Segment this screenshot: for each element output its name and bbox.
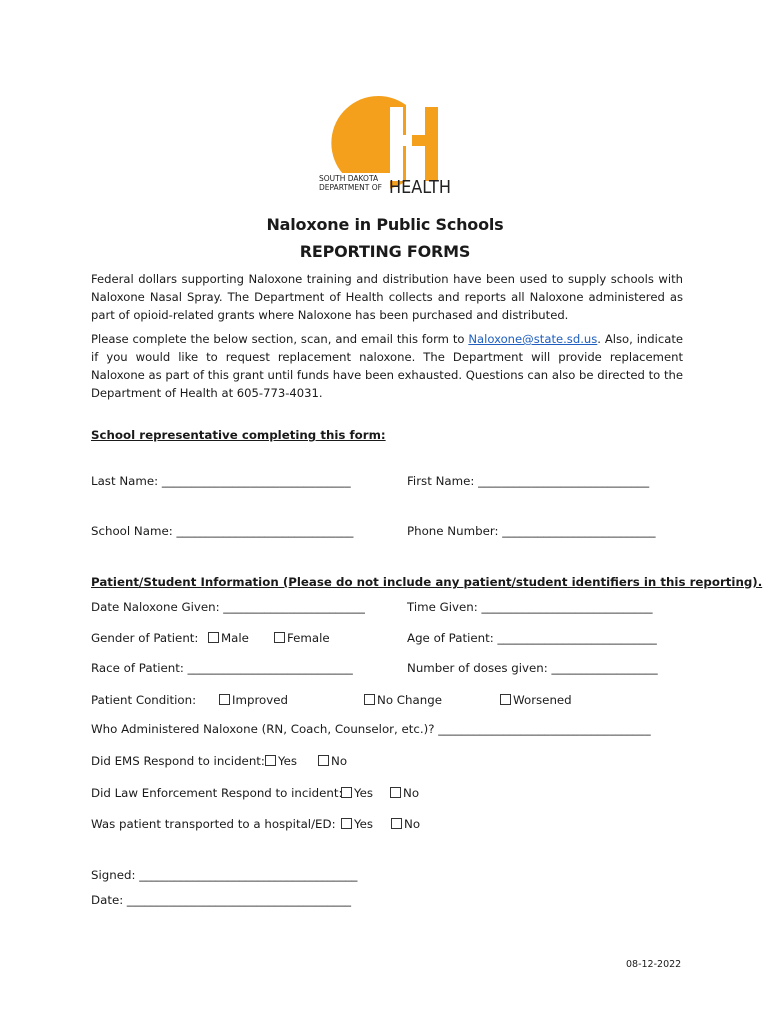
- logo-line1: SOUTH DAKOTA: [319, 174, 379, 183]
- checkbox-icon[interactable]: [391, 818, 402, 829]
- checkbox-icon[interactable]: [318, 755, 329, 766]
- revision-date: 08-12-2022: [626, 959, 682, 970]
- who-administered-field[interactable]: Who Administered Naloxone (RN, Coach, Counselor, etc.)? ____________________________________: [91, 722, 651, 736]
- gender-female-option[interactable]: Female: [274, 631, 330, 645]
- checkbox-icon[interactable]: [274, 632, 285, 643]
- checkbox-icon[interactable]: [341, 818, 352, 829]
- gender-male-option[interactable]: Male: [208, 631, 249, 645]
- date-given-field[interactable]: Date Naloxone Given: ________________________: [91, 600, 365, 614]
- doses-field[interactable]: Number of doses given: __________________: [407, 661, 658, 675]
- ems-label: Did EMS Respond to incident:: [91, 754, 265, 768]
- patient-section-heading: Patient/Student Information (Please do not include any patient/student identifiers in this reporting).: [91, 575, 763, 589]
- checkbox-icon[interactable]: [265, 755, 276, 766]
- phone-number-field[interactable]: Phone Number: __________________________: [407, 524, 656, 538]
- time-given-field[interactable]: Time Given: _____________________________: [407, 600, 653, 614]
- ems-no-option[interactable]: No: [318, 754, 347, 768]
- school-section-heading: School representative completing this form:: [91, 428, 386, 442]
- race-field[interactable]: Race of Patient: ____________________________: [91, 661, 353, 675]
- email-link[interactable]: Naloxone@state.sd.us: [468, 332, 598, 346]
- condition-improved-option[interactable]: Improved: [219, 693, 288, 707]
- transport-label: Was patient transported to a hospital/ED:: [91, 817, 336, 831]
- law-enforcement-label: Did Law Enforcement Respond to incident:: [91, 786, 343, 800]
- checkbox-icon[interactable]: [208, 632, 219, 643]
- checkbox-icon[interactable]: [341, 787, 352, 798]
- last-name-field[interactable]: Last Name: ________________________________: [91, 474, 351, 488]
- intro-paragraph-2-end: . Also, indicate if you would like to request replacement naloxone. The Department will provide replacement Naloxone as part of this grant until funds have been exhausted. Questions can also be directed to the Department of Health at 605-773-4031.: [91, 332, 683, 400]
- signature-date-field[interactable]: Date: ______________________________________: [91, 893, 352, 907]
- checkbox-icon[interactable]: [364, 694, 375, 705]
- transport-no-option[interactable]: No: [391, 817, 420, 831]
- age-field[interactable]: Age of Patient: ___________________________: [407, 631, 657, 645]
- condition-worsened-option[interactable]: Worsened: [500, 693, 572, 707]
- transport-yes-option[interactable]: Yes: [341, 817, 373, 831]
- logo-line2: DEPARTMENT OF: [319, 183, 382, 192]
- ems-yes-option[interactable]: Yes: [265, 754, 297, 768]
- checkbox-icon[interactable]: [390, 787, 401, 798]
- first-name-field[interactable]: First Name: _____________________________: [407, 474, 650, 488]
- sd-health-logo: [318, 93, 458, 197]
- checkbox-icon[interactable]: [219, 694, 230, 705]
- gender-label: Gender of Patient:: [91, 631, 199, 645]
- intro-paragraph-2-start: Please complete the below section, scan, and email this form to: [91, 332, 469, 346]
- page-title: Naloxone in Public Schools: [266, 215, 504, 234]
- logo-word: HEALTH: [389, 177, 451, 197]
- condition-label: Patient Condition:: [91, 693, 197, 707]
- intro-paragraph-2: [91, 330, 683, 402]
- signed-field[interactable]: Signed: _____________________________________: [91, 868, 358, 882]
- page-subtitle: REPORTING FORMS: [299, 242, 471, 261]
- school-name-field[interactable]: School Name: ______________________________: [91, 524, 354, 538]
- condition-no-change-option[interactable]: No Change: [364, 693, 442, 707]
- checkbox-icon[interactable]: [500, 694, 511, 705]
- intro-paragraph-1: Federal dollars supporting Naloxone training and distribution have been used to supply schools with Naloxone Nasal Spray. The Department of Health collects and reports all Naloxone administered as part of opioid-related grants where Naloxone has been purchased and distributed.: [91, 272, 683, 322]
- law-no-option[interactable]: No: [390, 786, 419, 800]
- law-yes-option[interactable]: Yes: [341, 786, 373, 800]
